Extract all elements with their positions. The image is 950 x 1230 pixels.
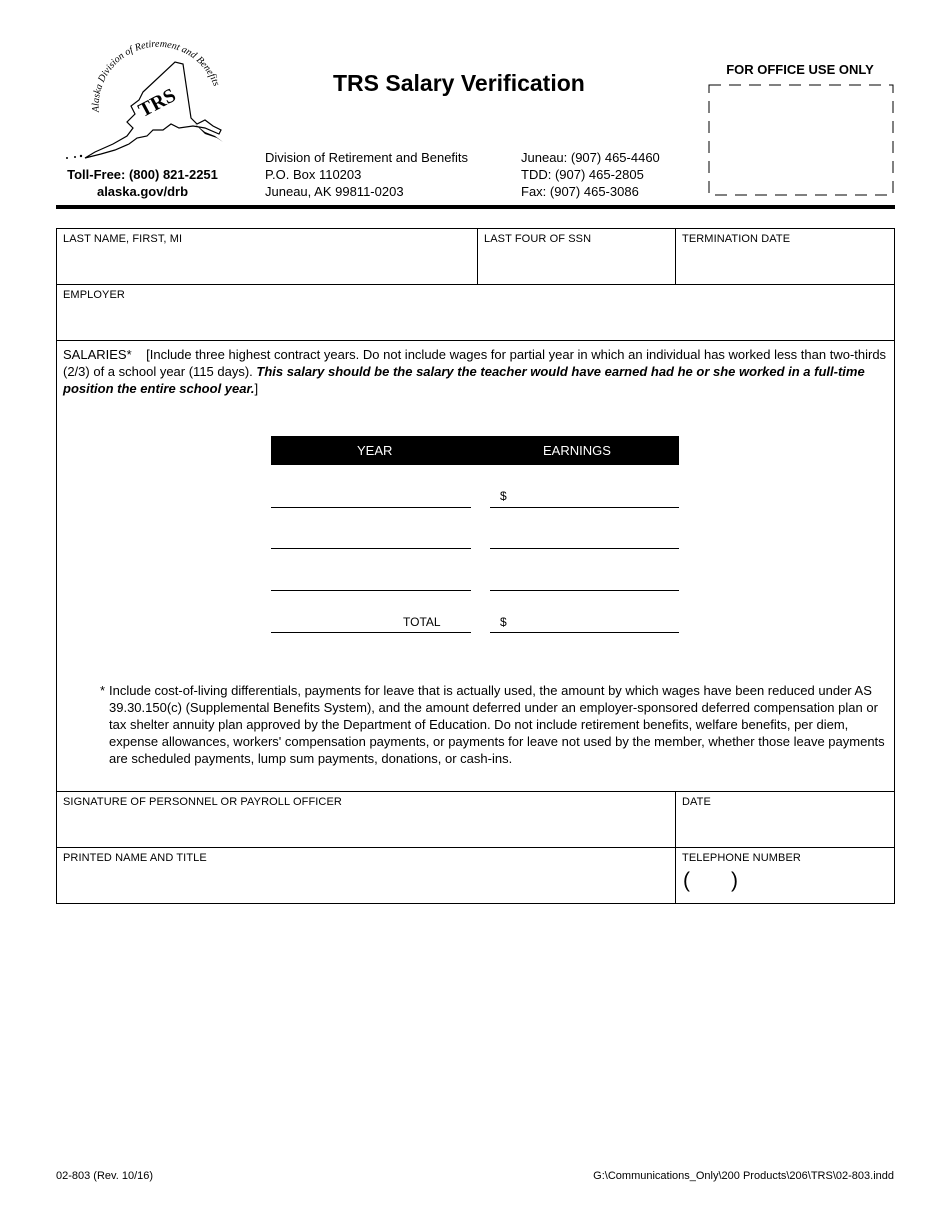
address-line: Division of Retirement and Benefits bbox=[265, 150, 469, 165]
date-field[interactable] bbox=[675, 791, 895, 848]
salaries-heading: SALARIES* bbox=[63, 347, 132, 362]
contact-block bbox=[55, 166, 230, 200]
name-label: LAST NAME, FIRST, MI bbox=[63, 233, 183, 245]
dollar-sign: $ bbox=[500, 489, 507, 503]
telephone-field[interactable] bbox=[675, 847, 895, 904]
total-dollar-sign: $ bbox=[500, 615, 507, 629]
earnings-input-3[interactable] bbox=[490, 590, 679, 591]
address-line: Juneau, AK 99811-0203 bbox=[265, 184, 404, 199]
phone-tdd: TDD: (907) 465-2805 bbox=[521, 167, 644, 182]
phone-juneau: Juneau: (907) 465-4460 bbox=[521, 150, 660, 165]
form-number: 02-803 (Rev. 10/16) bbox=[56, 1170, 154, 1182]
signature-label: SIGNATURE OF PERSONNEL OR PAYROLL OFFICER bbox=[63, 796, 342, 808]
termination-date-field[interactable] bbox=[675, 228, 895, 285]
logo-arc-text: Alaska Division of Retirement and Benefits bbox=[90, 40, 222, 113]
phone-fax: Fax: (907) 465-3086 bbox=[521, 184, 639, 199]
ssn-field[interactable] bbox=[477, 228, 676, 285]
toll-free-number: Toll-Free: (800) 821-2251 bbox=[67, 167, 218, 182]
total-label: TOTAL bbox=[403, 615, 441, 629]
office-use-box bbox=[708, 84, 894, 196]
phone-numbers bbox=[521, 149, 660, 200]
earnings-input-2[interactable] bbox=[490, 548, 679, 549]
total-underline bbox=[271, 632, 471, 633]
alaska-map-icon bbox=[55, 40, 230, 160]
footnote-asterisk: * bbox=[100, 683, 106, 698]
salaries-instructions bbox=[63, 346, 888, 397]
website-link[interactable]: alaska.gov/drb bbox=[96, 184, 189, 199]
salaries-instruction-text: [Include three highest contract years. Do not include wages for partial year in which an individual has worked less than two-thirds (2/3) of a school year (115 days). bbox=[63, 347, 887, 379]
year-input-2[interactable] bbox=[271, 548, 471, 549]
printed-name-label: PRINTED NAME AND TITLE bbox=[63, 852, 207, 864]
earnings-column-header: EARNINGS bbox=[543, 443, 611, 458]
telephone-label: TELEPHONE NUMBER bbox=[682, 852, 801, 864]
salary-footnote bbox=[100, 682, 890, 767]
address-line: P.O. Box 110203 bbox=[265, 167, 362, 182]
salaries-emphasis-text: This salary should be the salary the teacher would have earned had he or she worked in a full-time position the entire school year. bbox=[63, 364, 865, 396]
file-path: G:\Communications_Only\200 Products\206\TRS\02-803.indd bbox=[593, 1170, 894, 1182]
area-code-open-paren: ( bbox=[683, 869, 690, 892]
office-use-label: FOR OFFICE USE ONLY bbox=[726, 62, 874, 77]
year-input-1[interactable] bbox=[271, 507, 471, 508]
agency-logo bbox=[55, 40, 230, 160]
total-earnings-input[interactable] bbox=[490, 632, 679, 633]
logo-trs-mark: TRS bbox=[134, 84, 180, 122]
employer-field[interactable] bbox=[56, 284, 895, 341]
footnote-text: Include cost-of-living differentials, payments for leave that is actually used, the amount by which wages have been reduced under AS 39.30.150(c) (Supplemental Benefits System), and the amount deferred under an employer-sponsored deferred compensation plan or tax shelter annuity plan approved by the Department of Education. Do not include retirement benefits, welfare benefits, per diem, expense allowances, workers' compensation payments, or payments for leave not used by the member, whether those leave payments are scheduled payments, lump sum payments, donations, or cash-ins. bbox=[109, 683, 885, 766]
ssn-label: LAST FOUR OF SSN bbox=[484, 233, 592, 245]
earnings-input-1[interactable] bbox=[490, 507, 679, 508]
mailing-address bbox=[265, 149, 468, 200]
name-field[interactable] bbox=[56, 228, 478, 285]
printed-name-field[interactable] bbox=[56, 847, 676, 904]
page-title: TRS Salary Verification bbox=[333, 70, 585, 96]
date-label: DATE bbox=[682, 796, 711, 808]
header-divider bbox=[56, 205, 895, 209]
termination-date-label: TERMINATION DATE bbox=[682, 233, 791, 245]
employer-label: EMPLOYER bbox=[63, 289, 125, 301]
year-column-header: YEAR bbox=[357, 443, 393, 458]
earnings-table-header bbox=[271, 436, 679, 465]
signature-field[interactable] bbox=[56, 791, 676, 848]
area-code-close-paren: ) bbox=[731, 869, 738, 892]
year-input-3[interactable] bbox=[271, 590, 471, 591]
salaries-close-bracket: ] bbox=[254, 381, 259, 396]
